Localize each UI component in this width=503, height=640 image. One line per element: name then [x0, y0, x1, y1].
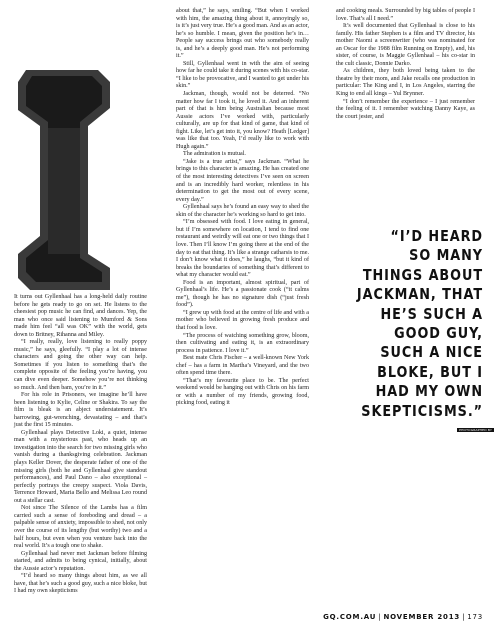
paragraph: For his role in Prisoners, we imagine he’ll have been listening to Kylie, Celine or Shakira. To say the film is bleak is an abject understatement. It’s harrowing, gut-wrenching, devastating – and that’s just the first 15 minutes.	[14, 392, 147, 429]
paragraph: “The process of watching something grow, bloom, then cultivating and eating it, is an extraordinary process in patience. I love it.”	[176, 332, 309, 354]
paragraph: about that,” he says, smiling. “But when I worked with him, the amazing thing about it, annoyingly so, is it’s just very true. He’s a good man. And as an actor, he’s so humble. I mean, given the position he’s in… People say success brings out who somebody really is, and he’s a deeply good man. He’s not performing it.”	[176, 8, 309, 60]
paragraph: As children, they both loved being taken to the theatre by their mom, and Jake recalls one production in particular: The King and I, in Los Angeles, starring the King to end all kings – Yul Brynner.	[336, 68, 475, 98]
page-folio: GQ.COM.AU | NOVEMBER 2013 | 173	[323, 613, 483, 621]
folio-page-number: 173	[467, 613, 483, 621]
paragraph: “Jake is a true artist,” says Jackman. “What he brings to this character is amazing. He has created one of the most interesting detectives I’ve seen on screen and is an incredibly hard worker, relentless in his determination to get the most out of every scene, every day.”	[176, 158, 309, 203]
pull-quote-line: HAD MY OWN	[375, 382, 483, 401]
article-column-2	[176, 8, 309, 408]
pull-quote-line: JACKMAN, THAT	[356, 285, 483, 304]
paragraph: Gyllenhaal says he’s found an easy way to shed the skin of the character he’s working so hard to get into.	[176, 204, 309, 218]
folio-issue: NOVEMBER 2013	[383, 613, 461, 621]
article-column-3	[336, 8, 475, 121]
paragraph: Not since The Silence of the Lambs has a film carried such a sense of foreboding and dread – a palpable sense of anxiety, impossible to shed, not only over the course of its lengthy (but worthy) two and a half hours, but even when you venture back into the real world. It’s a tough one to shake.	[14, 505, 147, 550]
pull-quote-line: GOOD GUY,	[394, 324, 483, 343]
paragraph: and cooking meals. Surrounded by big tables of people I love. That’s all I need.”	[336, 8, 475, 22]
paragraph: Gyllenhaal plays Detective Loki, a quiet, intense man with a mysterious past, who heads up an investigation into the search for two missing girls who vanish during a thanksgiving celebration. Jackman plays Keller Dover, the desperate father of one of the missing girls (both he and Gyllenhaal give standout performances), and Paul Dano – also exceptional – perfectly portrays the creepy suspect. Viola Davis, Terrence Howard, Maria Bello and Melissa Leo round out a stellar cast.	[14, 429, 147, 504]
pull-quote-line: SO MANY	[409, 246, 483, 265]
pull-quote-line: BLOKE, BUT I	[377, 362, 483, 381]
folio-site: GQ.COM.AU	[323, 613, 377, 621]
pull-quote-line: THINGS ABOUT	[362, 265, 483, 284]
paragraph: Still, Gyllenhaal went in with the aim of seeing how far he could take it during scenes with his co-star. “I like to be provocative, and I wanted to get under his skin.”	[176, 60, 310, 90]
paragraph: The admiration is mutual.	[183, 151, 246, 158]
pull-quote	[357, 227, 483, 421]
paragraph: “That’s my favourite place to be. The perfect weekend would be hanging out with Chris on his farm or with a number of my friends, growing food, picking food, eating it	[176, 377, 309, 407]
paragraph: Best mate Chris Fischer – a well-known New York chef – has a farm in Martha’s Vineyard, and the two often spend time there.	[176, 355, 309, 377]
paragraph: “I don’t remember the experience – I just remember the feeling of it. I remember watching Danny Kaye, as the court jester, and	[336, 98, 475, 120]
pull-quote-line: SUCH A NICE	[380, 343, 483, 362]
paragraph: “I’d heard so many things about him, as we all have, that he’s such a good guy, such a nice bloke, but I had my own skepticisms	[14, 573, 147, 595]
paragraph: Gyllenhaal had never met Jackman before filming started, and admits to being cynical, initially, about the Aussie actor’s reputation.	[14, 550, 147, 572]
article-column-1	[14, 294, 147, 596]
photo-credit: PHOTOGRAPHED BY	[459, 428, 492, 432]
pull-quote-line: HE’S SUCH A	[380, 304, 483, 323]
pull-quote-line: “I’D HEARD	[390, 227, 483, 245]
paragraph: Jackman, though, would not be deterred. “No matter how far I took it, he loved it. And an inherent part of that is him being Australian because most Aussie actors I’ve worked with, particularly culturally, are up for that kind of game, that kind of fight. Like, let’s get into it, you know? Heath [Ledger] was like that too. Yeah, I’d really like to work with Hugh again.”	[176, 91, 309, 150]
pull-quote-line: SKEPTICISMS.”	[361, 401, 483, 420]
drop-cap-letter-i	[18, 68, 110, 290]
paragraph: “I grew up with food at the centre of life and with a mother who believed in growing fresh produce and that food is love.	[176, 309, 309, 331]
paragraph: It turns out Gyllenhaal has a long-held daily routine before he gets ready to go on set. He listens to the cheesiest pop music he can find, and dances. Yep, the man who once said listening to Mumford & Sons made him feel “all was OK” with the world, gets down to Britney, Rihanna and Miley.	[14, 294, 147, 338]
paragraph: “I’m obsessed with food. I love eating in general, but if I’m somewhere on location, I tend to find one restaurant and weirdly will eat one or two things that I love. Then I’ll know I’m going there at the end of the day to eat that thing. It’s like a strange catharsis to me. I don’t know what it does,” he laughs, “but it kind of breaks the boundaries of something that’s different to what my character would eat.”	[176, 219, 309, 279]
paragraph: Food is an important, almost spiritual, part of Gyllenhaal’s life. He’s a passionate cook (“it calms me”), though he has no signature dish (“just fresh food”).	[176, 279, 309, 309]
paragraph: “I really, really, love listening to really poppy music,” he says, gleefully. “I play a lot of intense characters and going the other way can help. Sometimes if you listen to something that’s the complete opposite of the feeling you’re having, you can dive even deeper. Somehow you’re not thinking so much. And then bam, you’re in it.”	[14, 339, 147, 391]
paragraph: It’s well documented that Gyllenhaal is close to his family. His father Stephen is a film and TV director, his mother Naomi a screenwriter (who was nominated for an Oscar for the 1988 film Running on Empty), and, his sister, of course, is Maggie Gyllenhaal – his co-star in the cult classic, Donnie Darko.	[336, 23, 475, 67]
